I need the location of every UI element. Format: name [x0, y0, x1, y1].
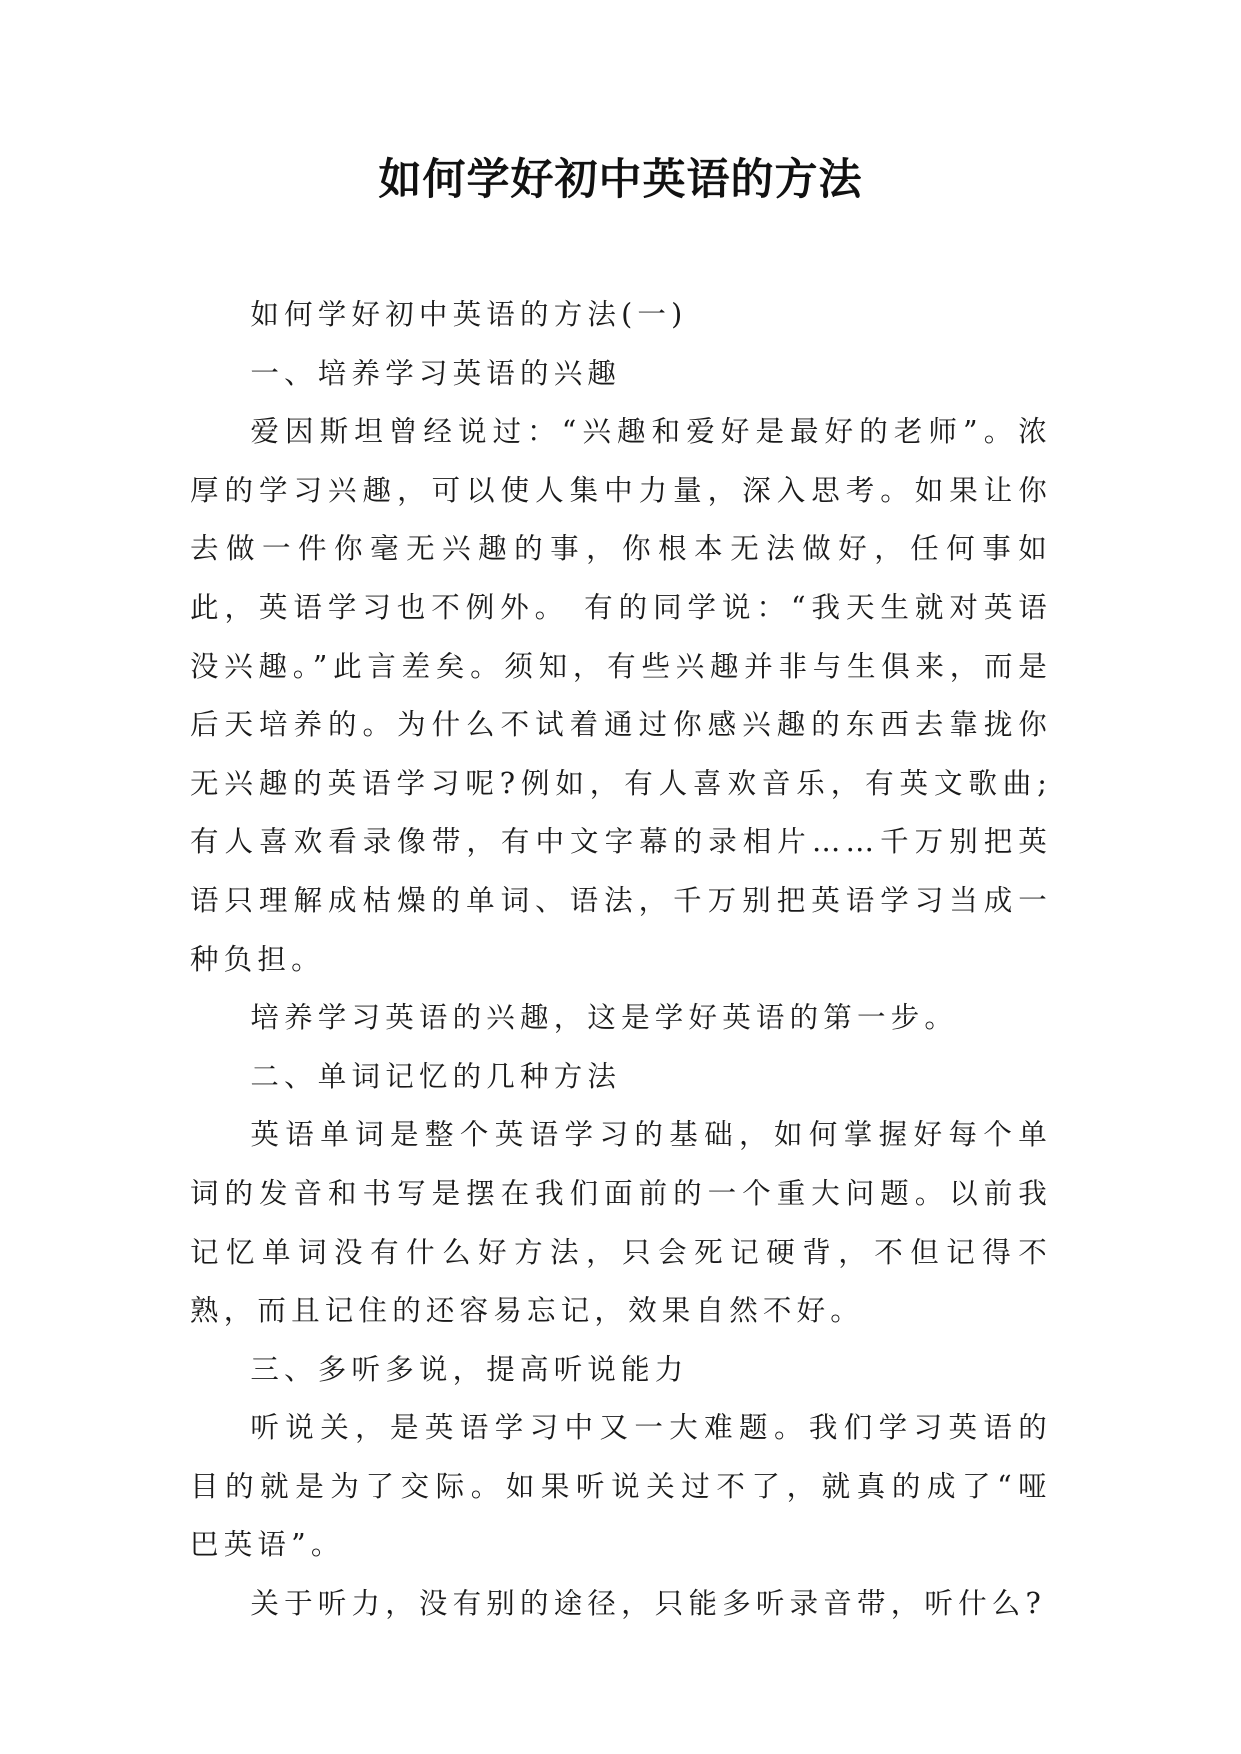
section-heading-1: 如何学好初中英语的方法(一)	[250, 298, 688, 331]
subheading-listening: 三、多听多说，提高听说能力	[250, 1352, 689, 1386]
paragraph-first-step: 培养学习英语的兴趣，这是学好英语的第一步。	[250, 1001, 959, 1035]
paragraph-vocabulary: 英语单词是整个英语学习的基础，如何掌握好每个单词的发音和书写是摆在我们面前的一个重大问题。以前我记忆单词没有什么好方法，只会死记硬背，不但记得不熟，而且记住的还容易忘记，效果自然不好。	[190, 1118, 1052, 1328]
subheading-vocabulary: 二、单词记忆的几种方法	[250, 1059, 622, 1093]
paragraph-listening: 听说关，是英语学习中又一大难题。我们学习英语的目的就是为了交际。如果听说关过不了，就真的成了“哑巴英语”。	[190, 1411, 1052, 1562]
document-body	[190, 286, 1052, 1634]
paragraph-interest: 爱因斯坦曾经说过：“兴趣和爱好是最好的老师”。浓厚的学习兴趣，可以使人集中力量，深入思考。如果让你去做一件你毫无兴趣的事，你根本无法做好，任何事如此，英语学习也不例外。 有的同学说：“我天生就对英语没兴趣。”此言差矣。须知，有些兴趣并非与生俱来，而是后天培养的。为什么不试着通过你感兴趣的东西去靠拢你无兴趣的英语学习呢?例如，有人喜欢音乐，有英文歌曲;有人喜欢看录像带，有中文字幕的录相片……千万别把英语只理解成枯燥的单词、语法，千万别把英语学习当成一种负担。	[190, 415, 1052, 976]
subheading-interest: 一、培养学习英语的兴趣	[250, 356, 622, 390]
paragraph-listening-method: 关于听力，没有别的途径，只能多听录音带，听什么?	[250, 1587, 1046, 1621]
document-title: 如何学好初中英语的方法	[378, 155, 863, 205]
